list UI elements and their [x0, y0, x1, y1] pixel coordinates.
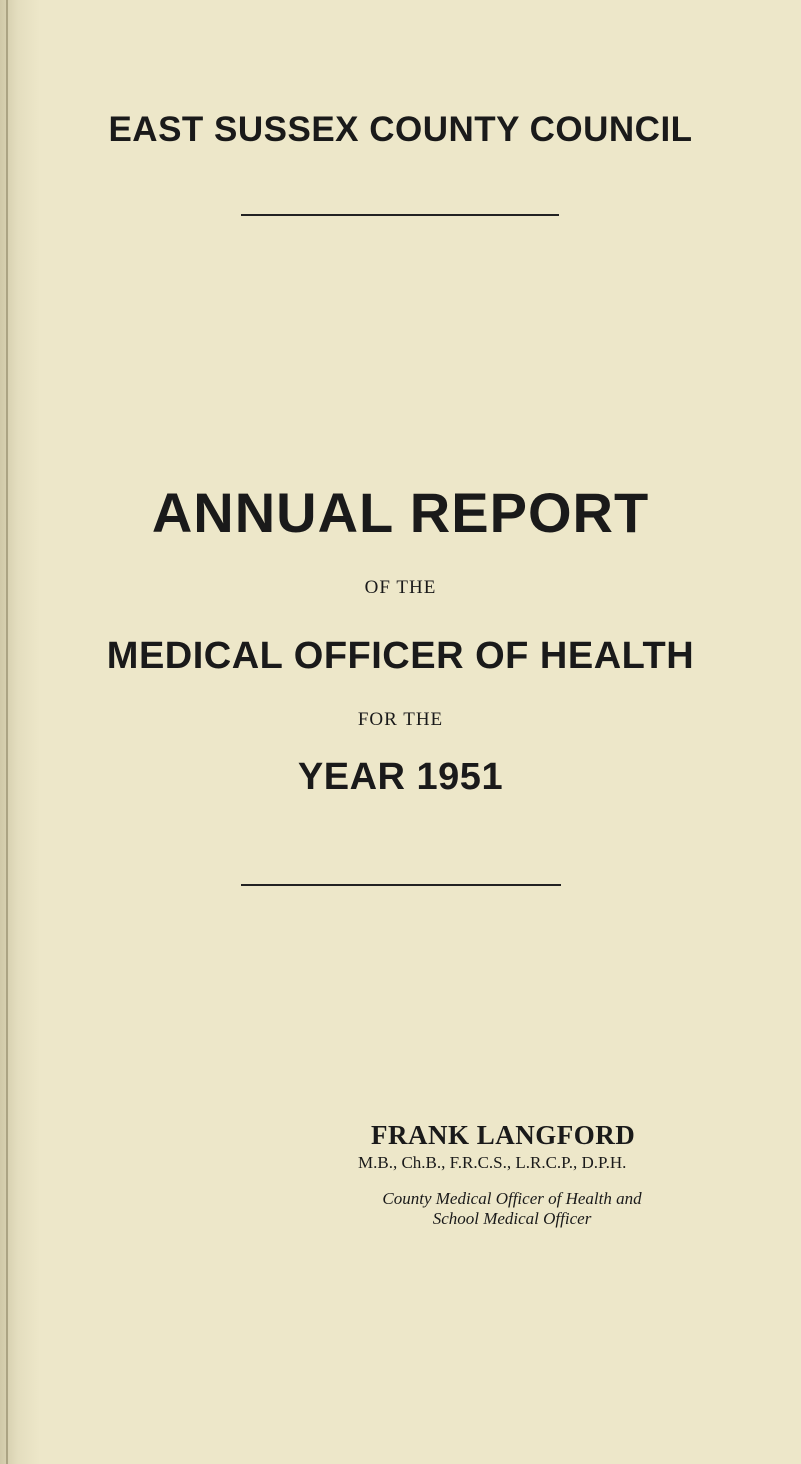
author-name: FRANK LANGFORD: [371, 1120, 636, 1150]
subject-heading: MEDICAL OFFICER OF HEALTH: [106, 635, 695, 677]
author-role-line-1: County Medical Officer of Health and: [382, 1189, 642, 1208]
author-qualifications: M.B., Ch.B., F.R.C.S., L.R.C.P., D.P.H.: [358, 1153, 627, 1172]
of-the-line: OF THE: [364, 577, 437, 598]
report-title: ANNUAL REPORT: [151, 481, 650, 544]
year-heading: YEAR 1951: [297, 756, 504, 798]
top-divider: [241, 214, 559, 216]
council-heading: EAST SUSSEX COUNTY COUNCIL: [108, 110, 693, 149]
author-role-line-2: School Medical Officer: [432, 1209, 592, 1228]
for-the-line: FOR THE: [357, 709, 444, 730]
binding-edge: [6, 0, 8, 1464]
author-role: [366, 1189, 658, 1229]
bottom-divider: [241, 884, 561, 886]
